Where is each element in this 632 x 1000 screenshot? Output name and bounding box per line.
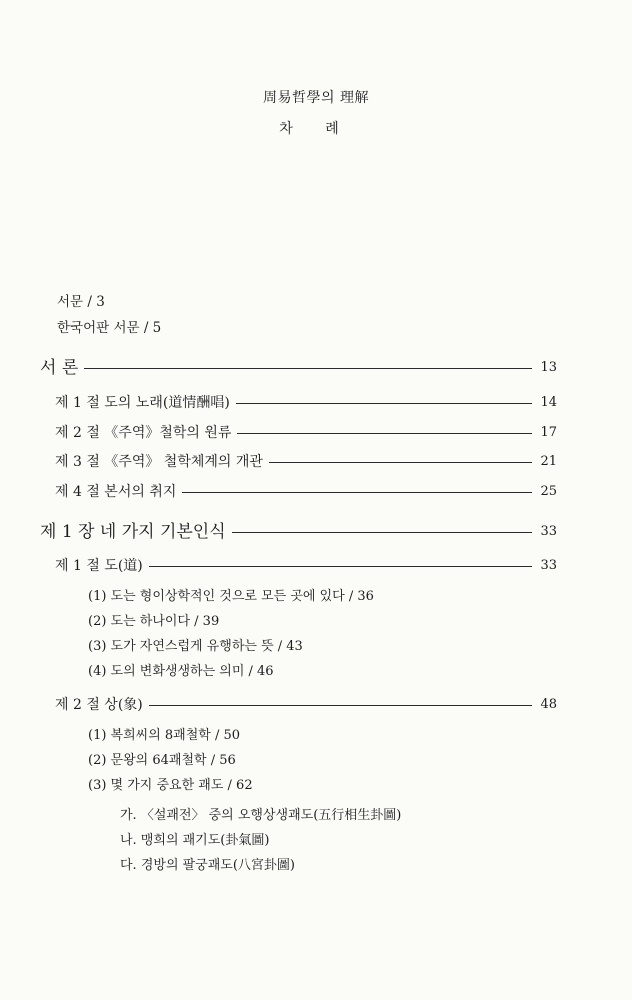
toc-entry-label: 제 1 장 네 가지 기본인식 [40,522,226,542]
toc-front-korean-preface: 한국어판 서문 / 5 [57,320,162,336]
toc-entry-intro-section-3 [0,452,632,472]
toc-subsubitem: 다. 경방의 팔궁괘도(八宮卦圖) [120,858,296,873]
toc-entry-label: 제 1 절 도의 노래(道情酬唱) [55,395,230,411]
toc-entry-chapter-1-section-1 [0,556,632,576]
toc-entry-label: 제 4 절 본서의 취지 [55,484,177,500]
toc-entry-label: 제 3 절 《주역》 철학체계의 개관 [55,454,263,470]
toc-page-number: 13 [540,360,557,375]
toc-subitem: (1) 도는 형이상학적인 것으로 모든 곳에 있다 / 36 [88,589,374,604]
toc-subitem: (2) 도는 하나이다 / 39 [88,614,220,629]
toc-entry-label: 제 2 절 《주역》철학의 원류 [55,425,232,441]
toc-subitem: (4) 도의 변화생생하는 의미 / 46 [88,664,274,679]
toc-leader-line [182,492,532,493]
toc-entry-introduction [0,358,632,378]
toc-front-preface: 서문 / 3 [57,294,105,310]
toc-subitem: (2) 문왕의 64괘철학 / 56 [88,753,236,768]
toc-entry-chapter-1 [0,522,632,542]
toc-page-number: 21 [540,454,557,469]
toc-entry-label: 제 2 절 상(象) [55,697,143,713]
toc-subitem: (3) 몇 가지 중요한 괘도 / 62 [88,778,253,793]
toc-subitem: (3) 도가 자연스럽게 유행하는 뜻 / 43 [88,639,303,654]
toc-entry-label: 서 론 [40,358,79,378]
toc-entry-intro-section-2 [0,423,632,443]
toc-page-number: 48 [540,697,557,712]
toc-entry-intro-section-4 [0,482,632,502]
toc-subsubitem: 가. 〈설괘전〉 중의 오행상생괘도(五行相生卦圖) [120,808,402,823]
toc-entry-chapter-1-section-2 [0,695,632,715]
toc-entry-label: 제 1 절 도(道) [55,558,143,574]
toc-leader-line [149,566,532,567]
toc-page-number: 17 [540,425,557,440]
toc-leader-line [232,532,532,533]
book-title: 周易哲學의 理解 [263,90,369,106]
toc-leader-line [149,705,532,706]
toc-heading: 차 례 [279,121,353,137]
toc-subitem: (1) 복희씨의 8괘철학 / 50 [88,728,241,743]
toc-page-number: 33 [540,558,557,573]
toc-leader-line [237,433,532,434]
toc-leader-line [236,403,532,404]
toc-page-number: 14 [540,395,557,410]
toc-leader-line [84,368,532,369]
toc-leader-line [269,462,532,463]
toc-subsubitem: 나. 맹희의 괘기도(卦氣圖) [120,833,270,848]
toc-entry-intro-section-1 [0,393,632,413]
toc-page-number: 33 [540,524,557,539]
toc-page-number: 25 [540,484,557,499]
